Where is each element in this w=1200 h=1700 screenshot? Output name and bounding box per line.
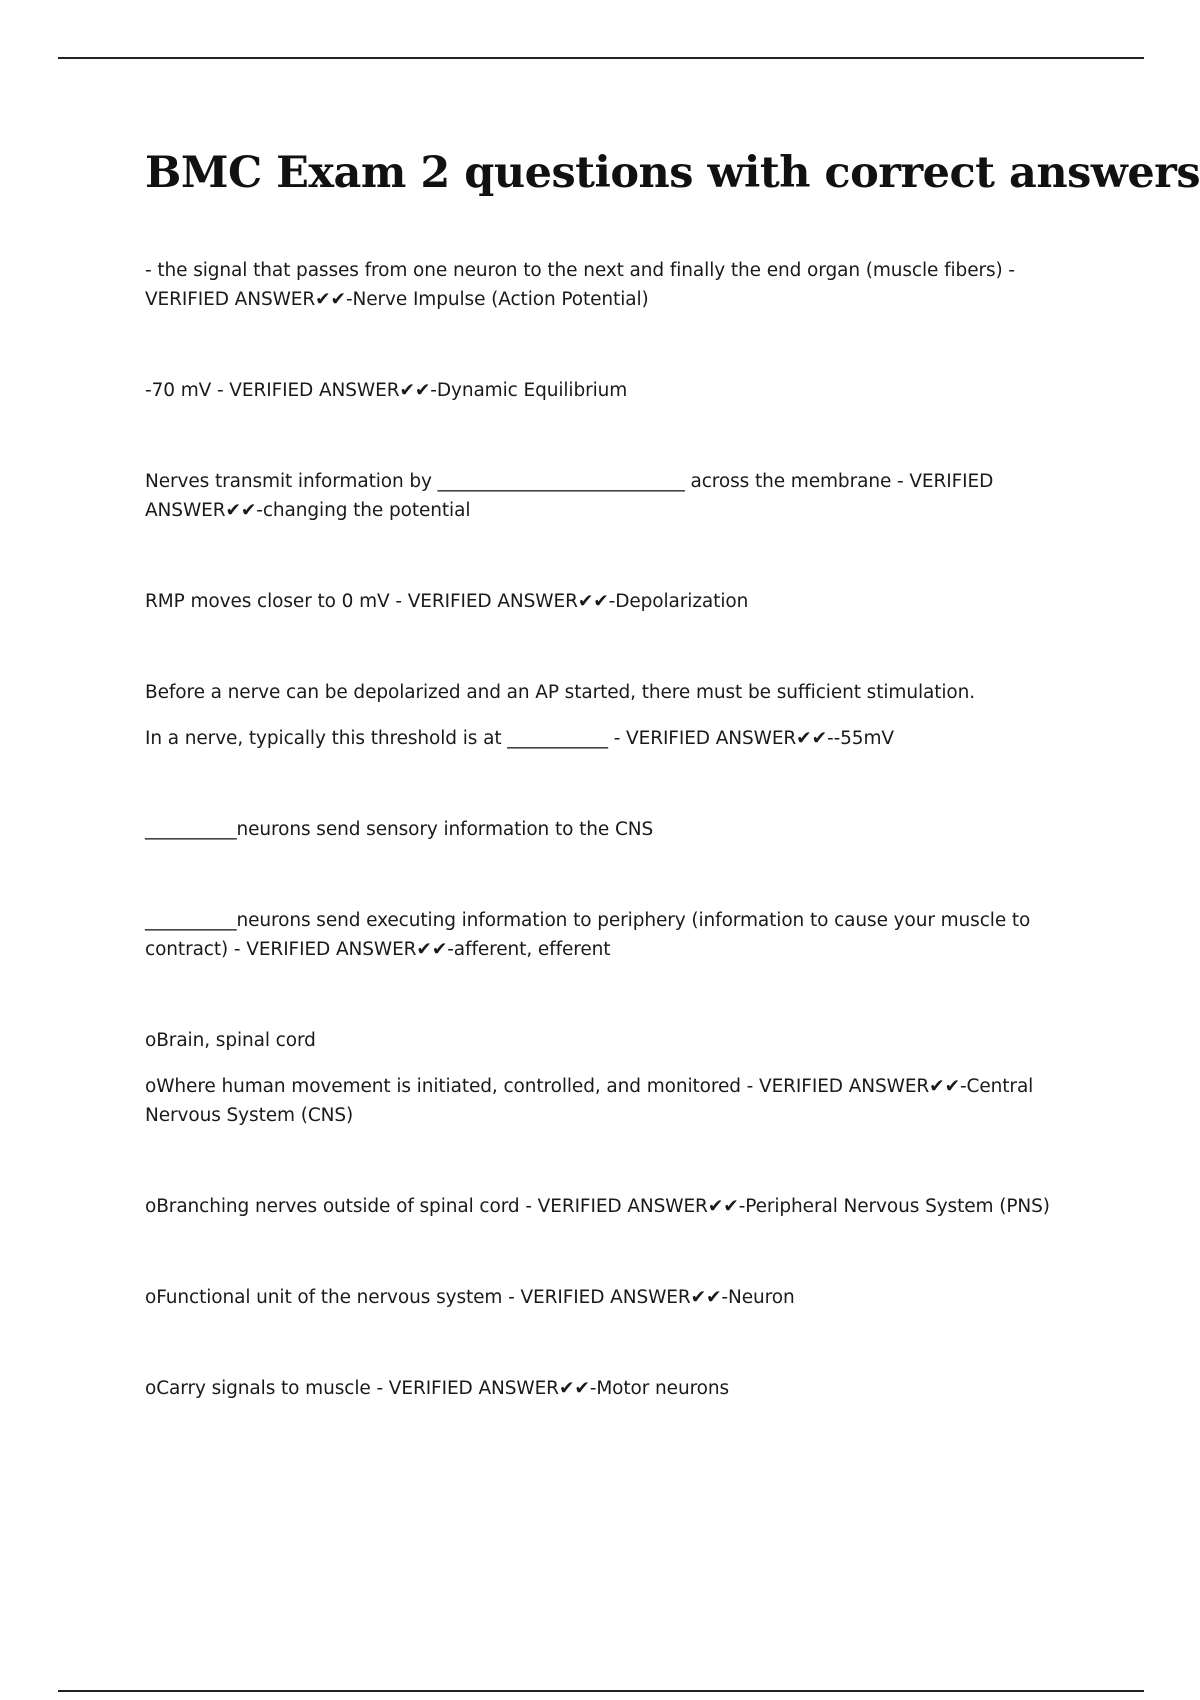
qa-item	[145, 678, 1065, 753]
qa-text: Before a nerve can be depolarized and an AP started, there must be sufficient stimulation.	[145, 682, 976, 703]
qa-item	[145, 1026, 1065, 1130]
qa-item	[145, 587, 1065, 616]
document-body	[145, 140, 1200, 1465]
qa-item	[145, 467, 1065, 525]
qa-text: In a nerve, typically this threshold is at ___________ - VERIFIED ANSWER✔✔--55mV	[145, 728, 894, 749]
qa-item	[145, 376, 1065, 405]
qa-text: oBrain, spinal cord	[145, 1030, 316, 1051]
qa-text: RMP moves closer to 0 mV - VERIFIED ANSWER✔✔-Depolarization	[145, 591, 749, 612]
qa-text: - the signal that passes from one neuron to the next and finally the end organ (muscle fibers) - VERIFIED ANSWER✔✔-Nerve Impulse (Action Potential)	[145, 260, 1015, 310]
qa-text: Nerves transmit information by ___________________________ across the membrane - VERIFIED ANSWER✔✔-changing the potential	[145, 471, 994, 521]
footer-rule	[58, 1690, 1144, 1692]
qa-text: oWhere human movement is initiated, controlled, and monitored - VERIFIED ANSWER✔✔-Central Nervous System (CNS)	[145, 1076, 1034, 1126]
qa-item	[145, 1374, 1065, 1403]
qa-text: __________neurons send sensory information to the CNS	[145, 819, 654, 840]
document-title: BMC Exam 2 questions with correct answers	[145, 148, 1200, 198]
qa-text: oFunctional unit of the nervous system - VERIFIED ANSWER✔✔-Neuron	[145, 1287, 795, 1308]
qa-item	[145, 906, 1065, 964]
qa-item	[145, 1283, 1065, 1312]
qa-text: oBranching nerves outside of spinal cord - VERIFIED ANSWER✔✔-Peripheral Nervous System (PNS)	[145, 1196, 1050, 1217]
qa-text: -70 mV - VERIFIED ANSWER✔✔-Dynamic Equilibrium	[145, 380, 628, 401]
qa-item	[145, 1192, 1065, 1221]
qa-text: __________neurons send executing information to periphery (information to cause your muscle to contract) - VERIFIED ANSWER✔✔-afferent, efferent	[145, 910, 1031, 960]
qa-item	[145, 815, 1065, 844]
qa-text: oCarry signals to muscle - VERIFIED ANSWER✔✔-Motor neurons	[145, 1378, 730, 1399]
qa-item	[145, 256, 1065, 314]
header-rule	[58, 57, 1144, 59]
